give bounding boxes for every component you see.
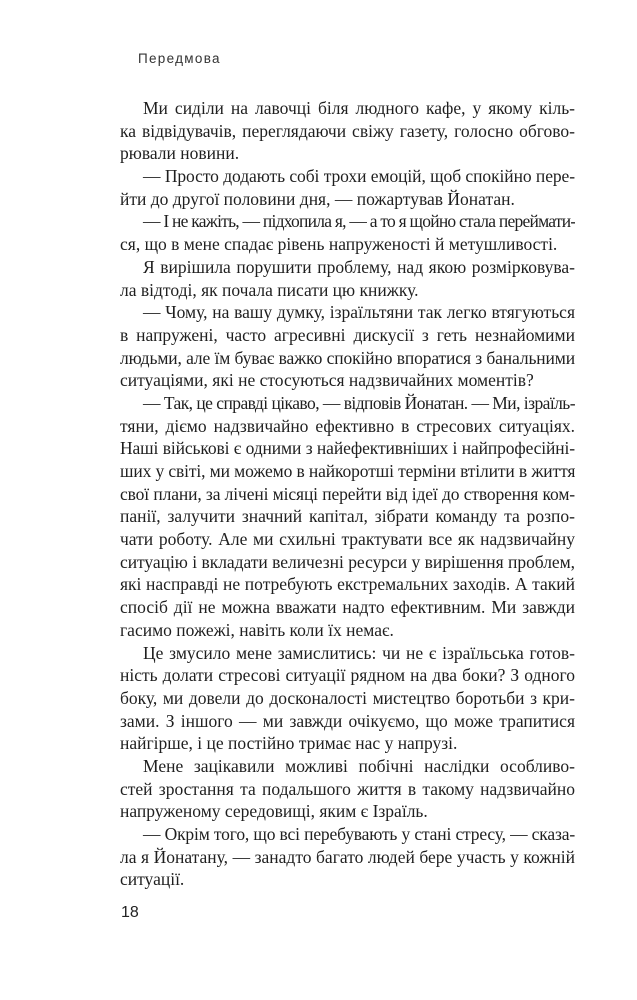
running-header: Передмова xyxy=(138,51,221,66)
text-line: — Так, це справді цікаво, — відповів Йонатан. — Ми, ізраїль- xyxy=(143,392,575,413)
text-line: Наші військові є одними з найефективніших і найпрофесійні- xyxy=(120,438,575,459)
paragraph xyxy=(120,823,575,891)
text-line: ситуації. xyxy=(120,869,185,890)
text-line: ситуацію і вкладати величезні ресурси у вирішення проблем, xyxy=(120,551,575,572)
text-line: ших у світі, ми можемо в найкоротші терміни втілити в життя xyxy=(120,461,575,481)
text-line: найгірше, і це постійно тримає нас у напрузі. xyxy=(120,733,458,754)
text-line: Ми сиділи на лавочці біля людного кафе, у якому кіль- xyxy=(143,98,575,118)
paragraph xyxy=(120,256,575,301)
paragraph xyxy=(120,97,575,165)
body-text xyxy=(120,97,575,891)
text-line: свої плани, за лічені місяці перейти від ідеї до створення ком- xyxy=(120,483,575,504)
page-number: 18 xyxy=(121,904,139,921)
paragraph xyxy=(120,392,575,642)
paragraph xyxy=(120,301,575,392)
text-line: — Окрім того, що всі перебувають у стані стресу, — сказа- xyxy=(143,824,575,844)
text-line: Я вирішила порушити проблему, над якою розмірковува- xyxy=(143,256,575,277)
text-line: ність долати стресові ситуації рядном на два боки? З одного xyxy=(120,665,575,686)
text-line: ла я Йонатану, — занадто багато людей бере участь у кожній xyxy=(120,846,575,867)
text-line: панії, залучити значний капітал, зібрати команду та розпо- xyxy=(120,506,575,527)
text-line: гасимо пожежі, навіть коли їх немає. xyxy=(120,619,394,640)
text-line: Мене зацікавили можливі побічні наслідки особливо- xyxy=(143,755,575,776)
text-line: спосіб дії не можна вважати надто ефективним. Ми завжди xyxy=(120,597,575,618)
text-line: рювали новини. xyxy=(120,143,240,164)
text-line: в напружені, часто агресивні дискусії з геть незнайомими xyxy=(120,324,575,345)
text-line: — І не кажіть, — підхопила я, — а то я щойно стала переймати- xyxy=(143,211,575,232)
text-line: йти до другої половини дня, — пожартував Йонатан. xyxy=(120,188,515,209)
text-line: — Просто додають собі трохи емоцій, щоб спокійно пере- xyxy=(143,166,575,187)
paragraph xyxy=(120,755,575,823)
text-line: тяни, діємо надзвичайно ефективно в стресових ситуаціях. xyxy=(120,415,575,436)
text-line: Це змусило мене замислитись: чи не є ізраїльська готов- xyxy=(143,642,575,663)
text-line: ла відтоді, як почала писати цю книжку. xyxy=(120,279,419,300)
paragraph xyxy=(120,642,575,755)
text-line: боку, ми довели до досконалості мистецтво боротьби з кри- xyxy=(120,687,575,708)
text-line: стей зростання та подальшого життя в такому надзвичайно xyxy=(120,778,575,799)
paragraph xyxy=(120,210,575,255)
paragraph xyxy=(120,165,575,210)
text-line: ка відвідувачів, переглядаючи свіжу газету, голосно обгово- xyxy=(120,120,575,141)
text-line: напруженому середовищі, яким є Ізраїль. xyxy=(120,801,428,822)
text-line: зами. З іншого — ми завжди очікуємо, що може трапитися xyxy=(120,710,575,731)
text-line: ся, що в мене спадає рівень напруженості й метушливості. xyxy=(120,234,558,255)
text-line: людьми, але їм буває важко спокійно впоратися з банальними xyxy=(120,347,575,368)
text-line: які насправді не потребують екстремальних заходів. А такий xyxy=(120,574,575,595)
text-line: — Чому, на вашу думку, ізраїльтяни так легко втягуються xyxy=(143,302,575,323)
text-line: ситуаціями, які не стосуються надзвичайних моментів? xyxy=(120,370,534,391)
text-line: чати роботу. Але ми схильні трактувати все як надзвичайну xyxy=(120,529,575,550)
